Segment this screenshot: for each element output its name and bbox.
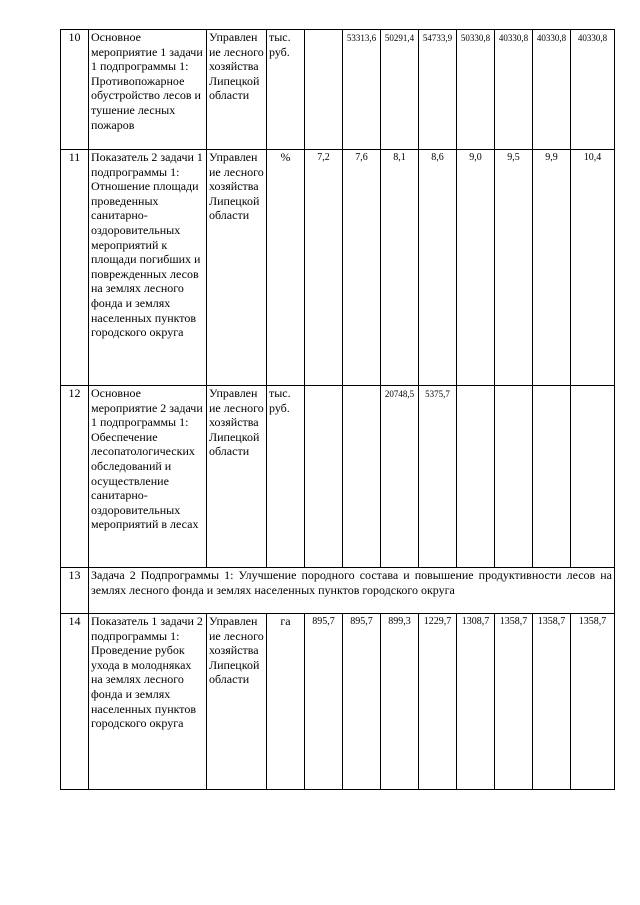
row-value: 40330,8 [495, 30, 533, 150]
row-value: 8,6 [419, 150, 457, 386]
row-value: 40330,8 [533, 30, 571, 150]
row-executor: Управлен ие лесного хозяйства Липецкой области [207, 614, 267, 790]
row-value [343, 386, 381, 568]
row-number: 10 [61, 30, 89, 150]
row-value: 5375,7 [419, 386, 457, 568]
row-value: 50291,4 [381, 30, 419, 150]
row-value [571, 386, 615, 568]
table-row [61, 614, 615, 790]
task-heading: Задача 2 Подпрограммы 1: Улучшение породного состава и повышение продуктивности лесов на землях лесного фонда и землях населенных пунктов городского округа [89, 568, 615, 614]
table-row [61, 30, 615, 150]
row-value: 20748,5 [381, 386, 419, 568]
row-value: 9,9 [533, 150, 571, 386]
row-value: 7,2 [305, 150, 343, 386]
table-row [61, 568, 615, 614]
row-name: Показатель 1 задачи 2 подпрограммы 1: Проведение рубок ухода в молодняках на землях лесного фонда и землях населенных пунктов городского округа [89, 614, 207, 790]
indicators-table [60, 29, 615, 790]
row-value: 899,3 [381, 614, 419, 790]
row-value: 10,4 [571, 150, 615, 386]
row-number: 13 [61, 568, 89, 614]
row-value: 1308,7 [457, 614, 495, 790]
row-name: Показатель 2 задачи 1 подпрограммы 1: Отношение площади проведенных санитарно-оздоровительных мероприятий к площади погибших и поврежденных лесов на землях лесного фонда и землях населенных пунктов городского округа [89, 150, 207, 386]
row-value: 895,7 [305, 614, 343, 790]
row-value: 53313,6 [343, 30, 381, 150]
row-executor: Управлен ие лесного хозяйства Липецкой области [207, 386, 267, 568]
row-value [533, 386, 571, 568]
row-executor: Управлен ие лесного хозяйства Липецкой области [207, 30, 267, 150]
row-number: 14 [61, 614, 89, 790]
row-value: 895,7 [343, 614, 381, 790]
row-value [305, 386, 343, 568]
row-value: 8,1 [381, 150, 419, 386]
row-number: 12 [61, 386, 89, 568]
row-value: 9,0 [457, 150, 495, 386]
row-name: Основное мероприятие 2 задачи 1 подпрограммы 1: Обеспечение лесопатологических обследований и осуществление санитарно-оздоровительных мероприятий в лесах [89, 386, 207, 568]
row-value: 54733,9 [419, 30, 457, 150]
row-executor: Управлен ие лесного хозяйства Липецкой области [207, 150, 267, 386]
row-value [457, 386, 495, 568]
row-unit: тыс. руб. [267, 386, 305, 568]
row-name: Основное мероприятие 1 задачи 1 подпрограммы 1: Противопожарное обустройство лесов и тушение лесных пожаров [89, 30, 207, 150]
row-unit: тыс. руб. [267, 30, 305, 150]
row-value: 1229,7 [419, 614, 457, 790]
row-value: 40330,8 [571, 30, 615, 150]
row-unit: га [267, 614, 305, 790]
row-value: 50330,8 [457, 30, 495, 150]
table-row [61, 386, 615, 568]
row-value: 9,5 [495, 150, 533, 386]
row-value: 7,6 [343, 150, 381, 386]
row-number: 11 [61, 150, 89, 386]
row-value: 1358,7 [533, 614, 571, 790]
row-value: 1358,7 [571, 614, 615, 790]
table-row [61, 150, 615, 386]
row-unit: % [267, 150, 305, 386]
row-value: 1358,7 [495, 614, 533, 790]
row-value [305, 30, 343, 150]
row-value [495, 386, 533, 568]
